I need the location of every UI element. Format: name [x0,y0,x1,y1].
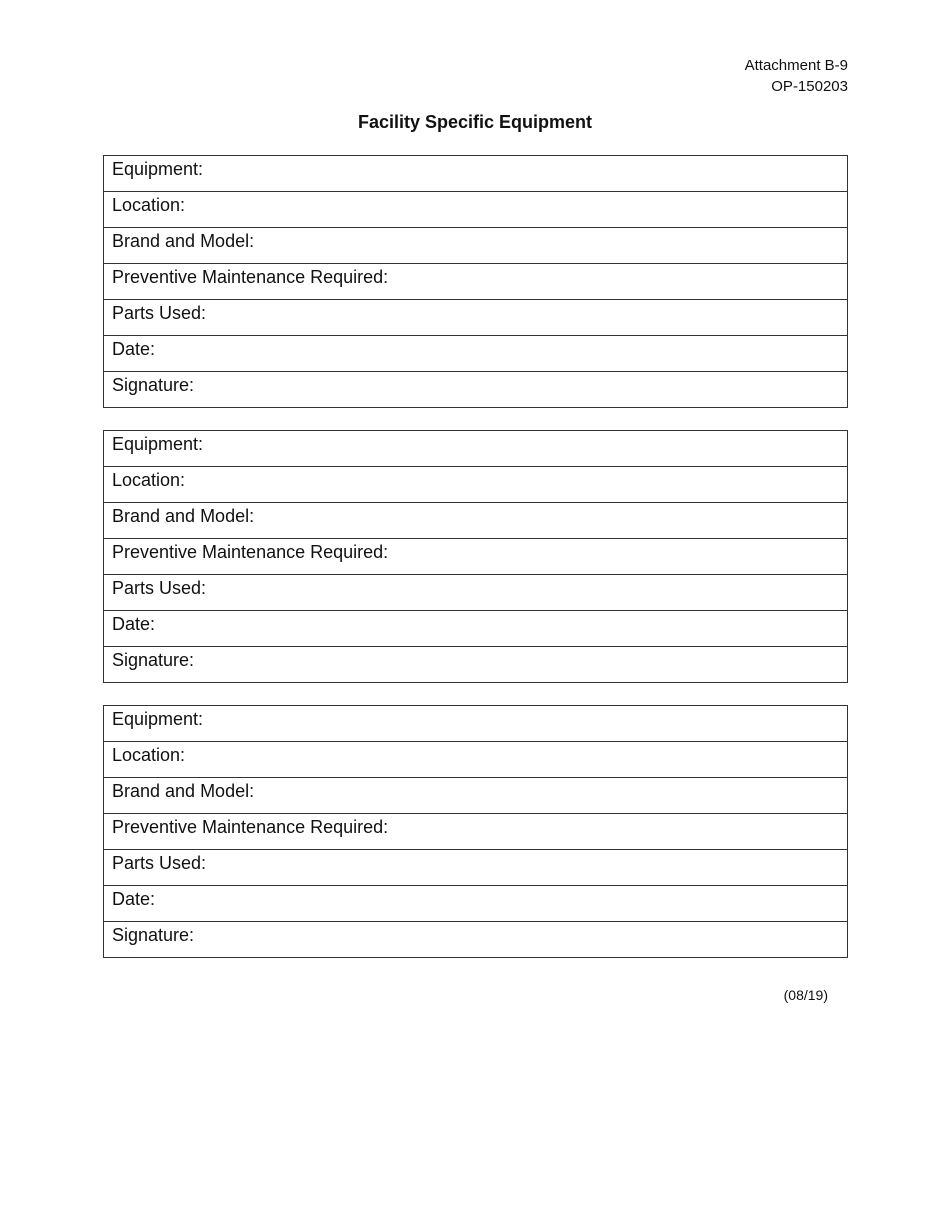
field-label: Preventive Maintenance Required: [112,267,389,287]
field-date[interactable] [104,886,847,922]
field-label: Preventive Maintenance Required: [112,817,389,837]
field-signature[interactable] [104,922,847,957]
field-label: Brand and Model: [112,231,255,251]
field-label: Signature: [112,925,195,945]
field-label: Brand and Model: [112,781,255,801]
field-label: Parts Used: [112,578,207,598]
field-equipment[interactable] [104,706,847,742]
equipment-forms [103,155,848,980]
field-label: Signature: [112,375,195,395]
field-brand-model[interactable] [104,503,847,539]
page-title: Facility Specific Equipment [357,112,593,132]
field-parts-used[interactable] [104,300,847,336]
field-equipment[interactable] [104,156,847,192]
field-equipment[interactable] [104,431,847,467]
field-preventive-maintenance[interactable] [104,264,847,300]
field-label: Location: [112,745,186,765]
field-label: Date: [112,339,156,359]
field-signature[interactable] [104,372,847,407]
field-label: Equipment: [112,434,204,454]
field-label: Location: [112,470,186,490]
field-label: Date: [112,889,156,909]
field-location[interactable] [104,742,847,778]
field-brand-model[interactable] [104,778,847,814]
op-number: OP-150203 [771,78,848,95]
field-preventive-maintenance[interactable] [104,814,847,850]
equipment-record-3 [103,705,848,958]
field-label: Equipment: [112,159,204,179]
field-date[interactable] [104,611,847,647]
field-label: Preventive Maintenance Required: [112,542,389,562]
field-parts-used[interactable] [104,575,847,611]
document-reference [745,55,848,97]
field-date[interactable] [104,336,847,372]
attachment-label: Attachment B-9 [744,57,848,74]
field-signature[interactable] [104,647,847,682]
field-label: Date: [112,614,156,634]
equipment-record-2 [103,430,848,683]
field-brand-model[interactable] [104,228,847,264]
field-preventive-maintenance[interactable] [104,539,847,575]
field-label: Equipment: [112,709,204,729]
field-label: Signature: [112,650,195,670]
equipment-record-1 [103,155,848,408]
field-label: Parts Used: [112,853,207,873]
field-location[interactable] [104,467,847,503]
revision-date: (08/19) [783,987,828,1003]
field-location[interactable] [104,192,847,228]
field-label: Brand and Model: [112,506,255,526]
field-parts-used[interactable] [104,850,847,886]
field-label: Location: [112,195,186,215]
field-label: Parts Used: [112,303,207,323]
